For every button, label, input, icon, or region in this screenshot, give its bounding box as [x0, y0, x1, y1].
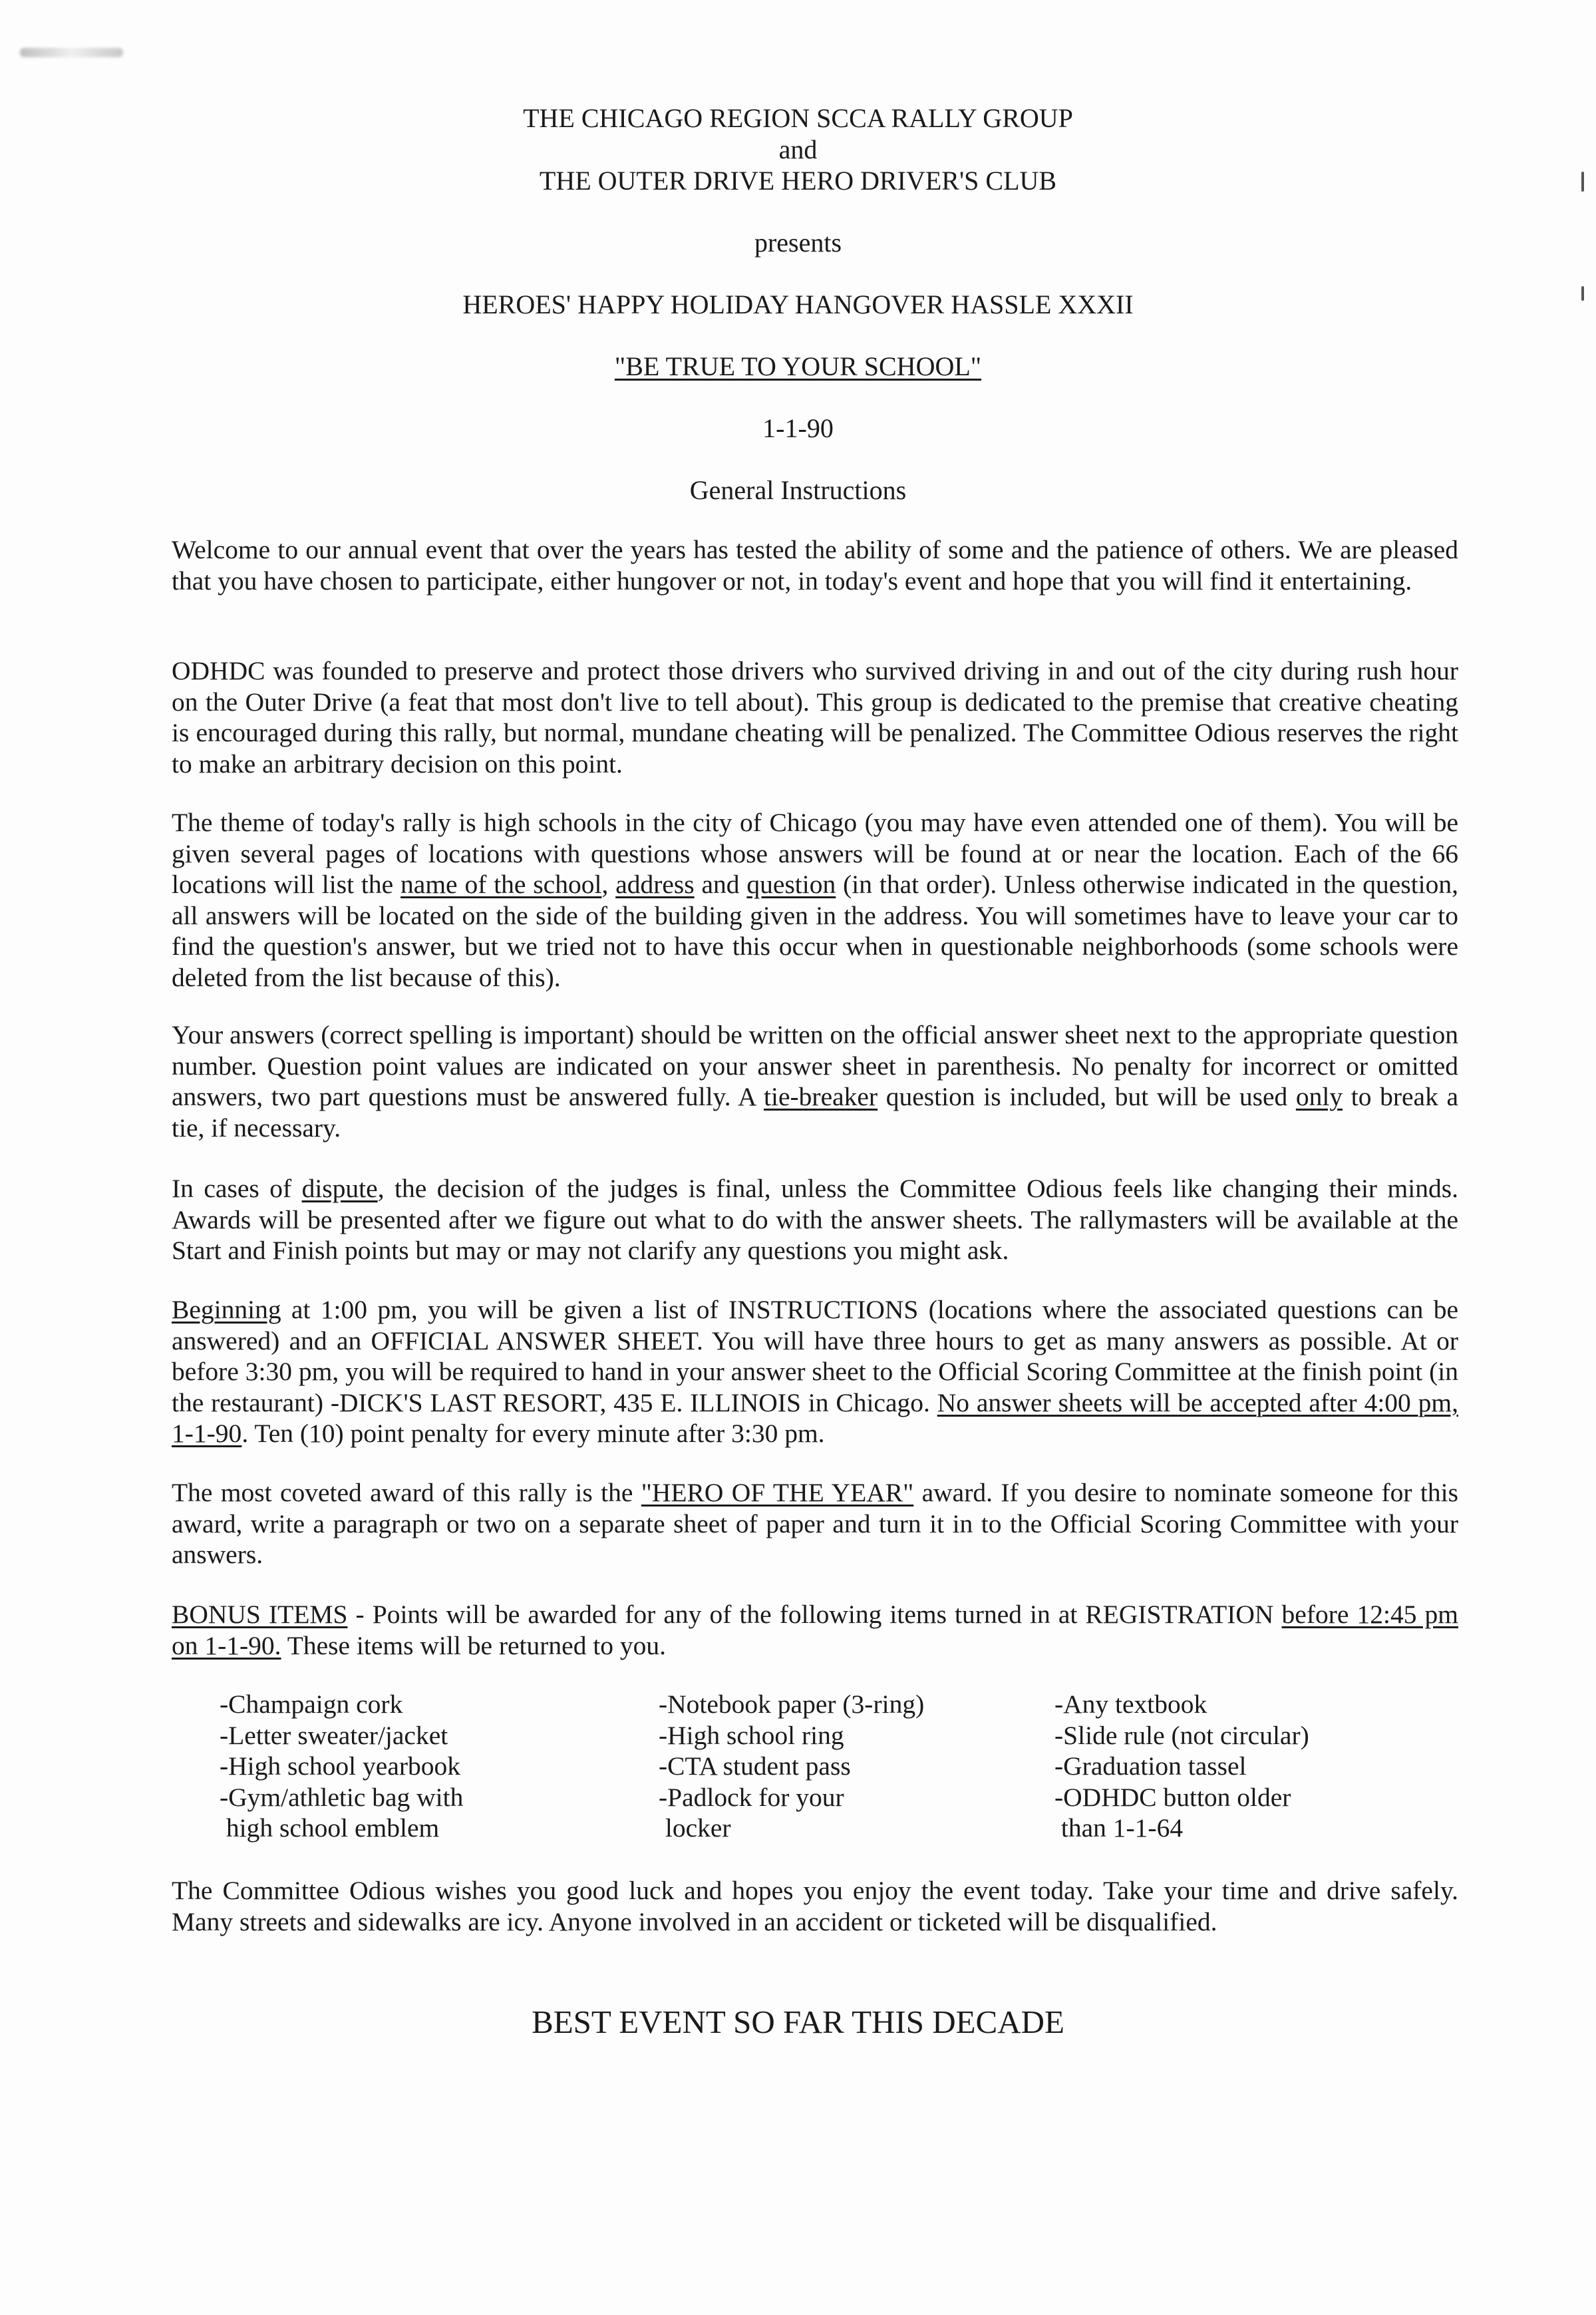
- bonus-column-1: [220, 1689, 463, 1844]
- text-run: The theme of today's rally is high schools in the city of Chicago (you may have even attended one of them). You will be given several pages of locations with questions whose answers will be found at or near the location. Each of the 66 locations will list the: [172, 808, 1458, 899]
- underlined-bonus-items: BONUS ITEMS: [172, 1600, 348, 1629]
- bonus-paragraph: [172, 1599, 1458, 1661]
- org-line-1: THE CHICAGO REGION SCCA RALLY GROUP: [523, 103, 1073, 133]
- underlined-question: question: [746, 870, 836, 899]
- text-run: question is included, but will be used: [878, 1082, 1296, 1111]
- hero-paragraph: [172, 1477, 1458, 1570]
- theme-title: [0, 353, 1596, 380]
- underlined-beginning: Beginning: [172, 1295, 281, 1324]
- closing-text: The Committee Odious wishes you good luck and hopes you enjoy the event today. Take your time and drive safely. Many streets and sidewalks are icy. Anyone involved in an accident or ticketed will be disqualified.: [172, 1876, 1458, 1936]
- underlined-deadline: No answer sheets will be accepted after 4:00 pm, 1-1-90: [172, 1387, 1458, 1448]
- list-item: locker: [659, 1813, 731, 1843]
- bonus-column-3: [1054, 1689, 1309, 1844]
- dispute-text: [172, 1173, 1458, 1266]
- list-item: -CTA student pass: [659, 1751, 851, 1781]
- presents-label: presents: [754, 228, 842, 258]
- dispute-paragraph: [172, 1173, 1458, 1266]
- text-run: Your answers (correct spelling is important) should be written on the official answer sheet next to the appropriate question number. Question point values are indicated on your answer sheet in parenthesis. No penalty for incorrect or omitted answers, two part questions must be answered fully. A: [172, 1020, 1458, 1111]
- list-item: high school emblem: [220, 1813, 440, 1843]
- closing-paragraph: [172, 1875, 1458, 1937]
- text-run: award. If you desire to nominate someone for this award, write a paragraph or two on a separate sheet of paper and turn it in to the Official Scoring Committee with your answers.: [172, 1478, 1458, 1569]
- footer-tagline: BEST EVENT SO FAR THIS DECADE: [532, 2004, 1064, 2040]
- section-title: General Instructions: [689, 475, 907, 505]
- list-item: -High school ring: [659, 1720, 844, 1750]
- odhdc-paragraph: [172, 655, 1458, 779]
- bonus-column-2: [659, 1689, 924, 1844]
- beginning-text: [172, 1294, 1458, 1449]
- text-run: to break a tie, if necessary.: [172, 1082, 1458, 1143]
- underlined-address: address: [615, 870, 695, 899]
- text-run: - Points will be awarded for any of the following items turned in at REGISTRATION: [347, 1600, 1282, 1629]
- hero-text: [172, 1477, 1458, 1570]
- welcome-text: Welcome to our annual event that over the years has tested the ability of some and the patience of others. We are pleased that you have chosen to participate, either hungover or not, in today's event and hope that you will find it entertaining.: [172, 535, 1458, 596]
- answers-text: [172, 1019, 1458, 1143]
- underlined-tie-breaker: tie-breaker: [764, 1082, 878, 1111]
- list-item: -Graduation tassel: [1054, 1751, 1247, 1781]
- conjunction: and: [778, 134, 818, 164]
- text-run: . Ten (10) point penalty for every minute after 3:30 pm.: [241, 1419, 825, 1448]
- text-run: and: [694, 870, 747, 899]
- list-item: -Champaign cork: [220, 1690, 403, 1719]
- list-item: -Gym/athletic bag with: [220, 1782, 464, 1812]
- list-item: -Letter sweater/jacket: [220, 1720, 448, 1750]
- list-item: -Any textbook: [1054, 1690, 1207, 1719]
- list-item: -Slide rule (not circular): [1054, 1720, 1309, 1750]
- answers-paragraph: [172, 1019, 1458, 1143]
- list-item: than 1-1-64: [1054, 1813, 1184, 1843]
- odhdc-text: ODHDC was founded to preserve and protect those drivers who survived driving in and out of the city during rush hour on the Outer Drive (a feat that most don't live to tell about). This group is dedicated to the premise that creative cheating is encouraged during this rally, but normal, mundane cheating will be penalized. The Committee Odious reserves the right to make an arbitrary decision on this point.: [172, 656, 1458, 779]
- list-item: -ODHDC button older: [1054, 1782, 1291, 1812]
- underlined-only: only: [1295, 1082, 1343, 1111]
- underlined-hero-award: "HERO OF THE YEAR": [641, 1478, 914, 1507]
- list-item: -Notebook paper (3-ring): [659, 1690, 925, 1719]
- bonus-text: [172, 1599, 1458, 1661]
- org-line-2: THE OUTER DRIVE HERO DRIVER'S CLUB: [539, 166, 1057, 196]
- event-date: 1-1-90: [762, 413, 834, 443]
- event-title: HEROES' HAPPY HOLIDAY HANGOVER HASSLE XXXII: [462, 289, 1134, 319]
- text-run: In cases of: [172, 1174, 302, 1203]
- scan-artifact: [20, 48, 123, 57]
- list-item: -High school yearbook: [220, 1751, 460, 1781]
- underlined-before-time: before 12:45 pm on 1-1-90.: [172, 1600, 1458, 1660]
- theme-text: [172, 807, 1458, 993]
- text-run: , the decision of the judges is final, unless the Committee Odious feels like changing their minds. Awards will be presented after we figure out what to do with the answer sheets. The rallymasters will be available at the Start and Finish points but may or may not clarify any questions you might ask.: [172, 1174, 1458, 1265]
- underlined-school-name: name of the school: [400, 870, 602, 899]
- text-run: The most coveted award of this rally is the: [172, 1478, 641, 1507]
- welcome-paragraph: [172, 534, 1458, 596]
- text-run: These items will be returned to you.: [281, 1630, 667, 1660]
- underlined-dispute: dispute: [301, 1174, 378, 1203]
- text-run: at 1:00 pm, you will be given a list of INSTRUCTIONS (locations where the associated questions can be answered) and an OFFICIAL ANSWER SHEET. You will have three hours to get as many answers as possible. At or before 3:30 pm, you will be required to hand in your answer sheet to the Official Scoring Committee at the finish point (in the restaurant) -DICK'S LAST RESORT, 435 E. ILLINOIS in Chicago.: [172, 1295, 1458, 1417]
- theme-title-text: "BE TRUE TO YOUR SCHOOL": [614, 351, 982, 381]
- text-run: (in that order). Unless otherwise indicated in the question, all answers will be located on the side of the building given in the address. You will sometimes have to leave your car to find the question's answer, but we tried not to have this occur when in questionable neighborhoods (some schools were deleted from the list because of this).: [172, 870, 1459, 992]
- theme-paragraph: [172, 807, 1458, 993]
- list-item: -Padlock for your: [659, 1782, 844, 1812]
- text-run: ,: [601, 870, 616, 899]
- beginning-paragraph: [172, 1294, 1458, 1449]
